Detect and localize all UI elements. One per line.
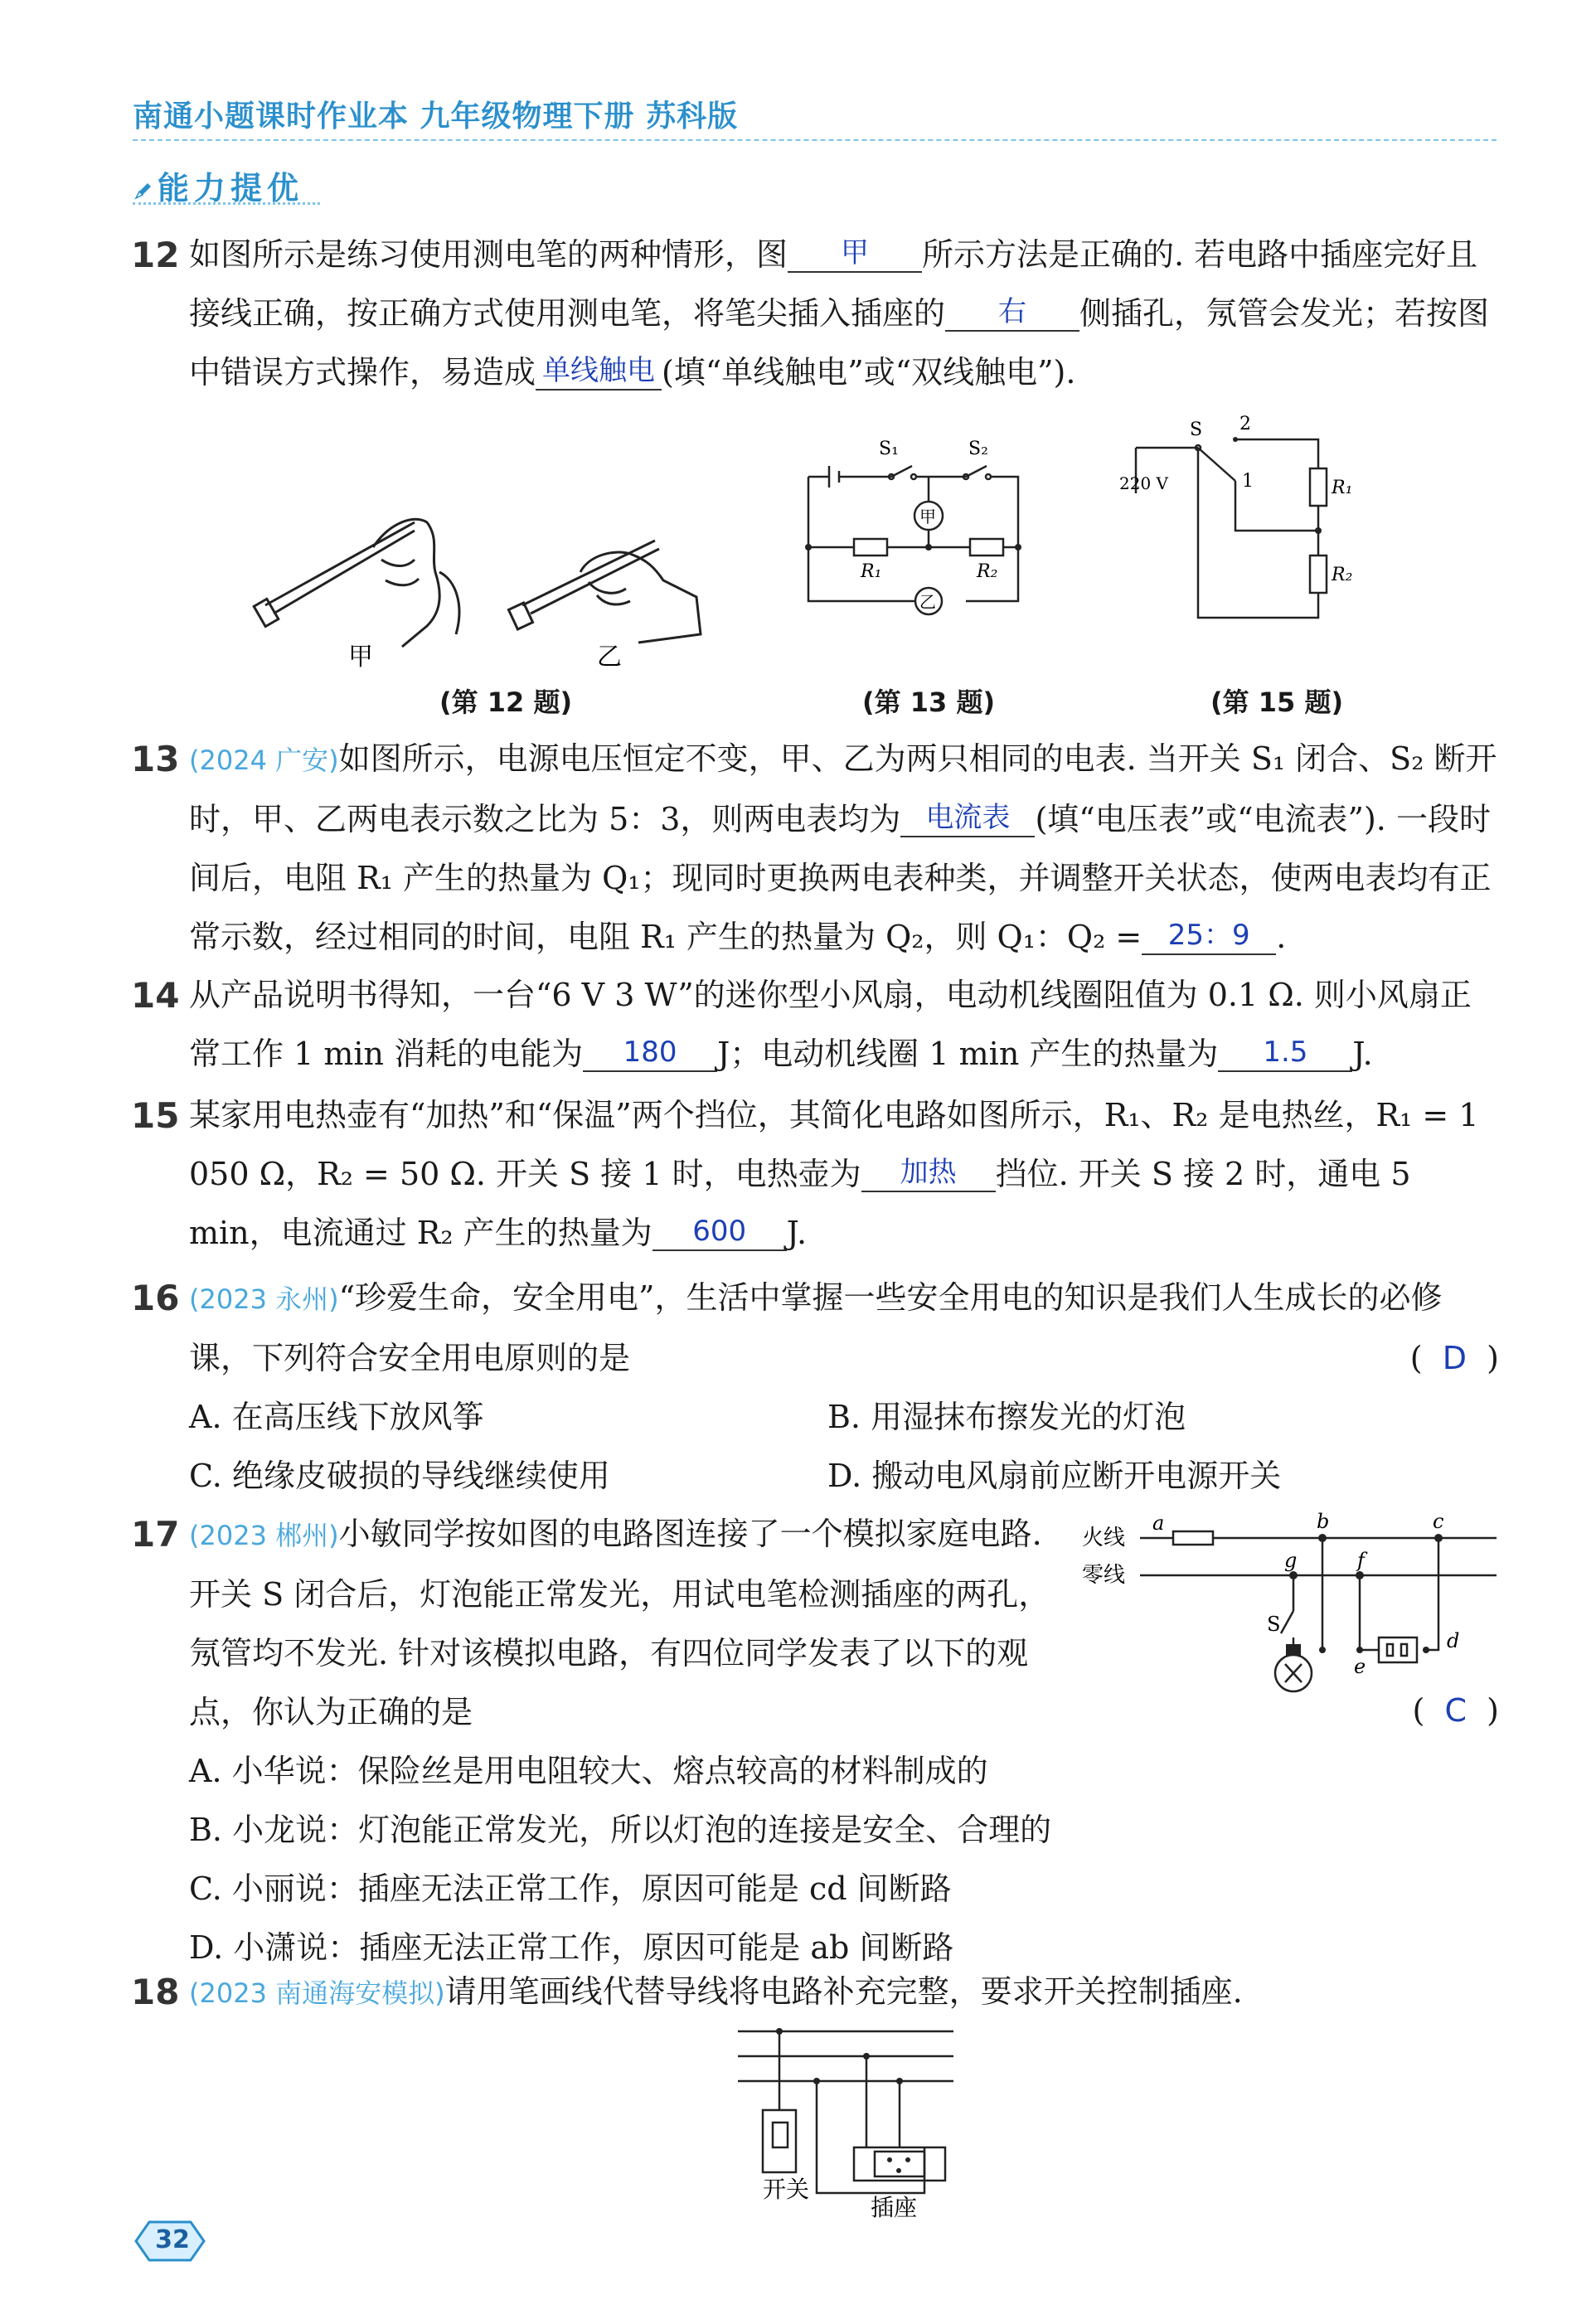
figure-12-test-pen [249, 489, 713, 680]
q17-options [189, 1742, 1499, 1977]
fig13-caption: (第 13 题) [862, 687, 996, 718]
option-b[interactable]: B. 用湿抹布擦发光的灯泡 [827, 1399, 1186, 1435]
fig13-meter-b: 乙 [919, 592, 936, 612]
question-18 [131, 1963, 1499, 2023]
q13-source: (2024 广安) [189, 745, 339, 776]
q14-answer-2[interactable]: 1.5 [1218, 1034, 1352, 1072]
q16-answer-paren: ( D ) [1409, 1340, 1499, 1376]
book-header: 南通小题课时作业本 九年级物理下册 苏科版 [133, 99, 739, 133]
question-number: 16 [131, 1278, 180, 1318]
q13-text-3: . [1276, 919, 1287, 955]
q15-text-1: 某家用电热壶有“加热”和“保温”两个挡位，其简化电路如图所示，R₁、R₂ 是电热丝，R₁ = 1 050 Ω，R₂ = 50 Ω. 开关 S 接 1 时，电热壶为 [189, 1097, 1479, 1192]
q15-answer-1[interactable]: 加热 [861, 1154, 996, 1192]
fig17-neutral-wire: 零线 [1082, 1563, 1126, 1588]
header-divider [133, 139, 1497, 141]
question-13 [131, 730, 1499, 967]
fig15-r2: R₂ [1332, 565, 1353, 585]
fig13-s1: S₁ [879, 439, 899, 459]
section-title-text: 能力提优 [158, 170, 304, 206]
q13-text-1: 如图所示，电源电压恒定不变，甲、乙为两只相同的电表. 当开关 S₁ 闭合、S₂ 断开时，甲、乙两电表示数之比为 5：3，则两电表均为 [189, 740, 1497, 837]
q12-answer-3[interactable]: 单线触电 [536, 352, 662, 391]
fig15-pin-1: 1 [1242, 471, 1254, 492]
fig17-label-b: b [1317, 1510, 1330, 1533]
option-b[interactable]: B. 小龙说：灯泡能正常发光，所以灯泡的连接是安全、合理的 [189, 1812, 1052, 1848]
fig12-label-a: 甲 [348, 643, 373, 672]
q12-text-2: 所示方法是正确的. 若电路中插座完好且接线正确，按正确方式使用测电笔，将笔尖插入插座的 [189, 236, 1478, 332]
fig15-voltage: 220 V [1119, 473, 1168, 493]
q12-text-4: (填“单线触电”或“双线触电”). [662, 354, 1076, 391]
q14-answer-1[interactable]: 180 [583, 1034, 717, 1072]
question-number: 12 [131, 235, 180, 275]
fig12-caption: (第 12 题) [439, 687, 573, 718]
q15-text-3: J. [786, 1215, 808, 1251]
question-number: 15 [131, 1095, 180, 1136]
q12-text-3: 侧插孔，氖管会发光；若按图中错误方式操作，易造成 [189, 295, 1490, 391]
option-c[interactable]: C. 绝缘皮破损的导线继续使用 [189, 1458, 610, 1494]
q12-answer-2[interactable]: 右 [945, 294, 1079, 332]
section-underline [133, 202, 320, 205]
option-a[interactable]: A. 在高压线下放风筝 [189, 1399, 484, 1435]
fig15-caption: (第 15 题) [1210, 687, 1344, 718]
question-number: 13 [131, 739, 180, 779]
question-12 [131, 226, 1499, 402]
q12-text-1: 如图所示是练习使用测电笔的两种情形，图 [189, 236, 788, 273]
fig13-s2: S₂ [968, 439, 988, 459]
fig17-label-g: g [1284, 1549, 1298, 1572]
fig17-label-c: c [1433, 1510, 1444, 1533]
q17-text-1: 小敏同学按如图的电路图连接了一个模拟家庭电路. 开关 S 闭合后，灯泡能正常发光，用试电笔检测插座的两孔，氖管均不发光. 针对该模拟电路，有四位同学发表了以下的观点，你认为正确的是 [189, 1516, 1050, 1730]
question-number: 18 [131, 1972, 180, 2012]
option-d[interactable]: D. 小潇说：插座无法正常工作，原因可能是 ab 间断路 [189, 1929, 954, 1966]
q12-answer-1[interactable]: 甲 [788, 235, 922, 273]
q16-answer[interactable]: D [1442, 1340, 1467, 1376]
option-c[interactable]: C. 小丽说：插座无法正常工作，原因可能是 cd 间断路 [189, 1870, 952, 1907]
question-15 [131, 1086, 1499, 1263]
fig17-label-d: d [1447, 1629, 1460, 1652]
fig15-r1: R₁ [1332, 478, 1353, 498]
question-14 [131, 966, 1499, 1084]
figure-18-wiring [730, 2023, 962, 2222]
q14-text-1: 从产品说明书得知，一台“6 V 3 W”的迷你型小风扇，电动机线圈阻值为 0.1 Ω. 则小风扇正常工作 1 min 消耗的电能为 [189, 977, 1472, 1072]
fig18-switch-label: 开关 [763, 2176, 810, 2203]
q13-answer-1[interactable]: 电流表 [900, 799, 1035, 837]
question-16 [131, 1269, 1499, 1506]
fig17-label-a: a [1152, 1511, 1165, 1535]
figure-13-circuit [796, 431, 1036, 622]
figure-15-circuit [1119, 415, 1368, 630]
page-number-badge [133, 2219, 207, 2263]
option-d[interactable]: D. 搬动电风扇前应断开电源开关 [827, 1458, 1282, 1494]
fig18-socket-label: 插座 [871, 2194, 918, 2221]
q14-text-2: J；电动机线圈 1 min 产生的热量为 [717, 1036, 1219, 1072]
q13-text-2: (填“电压表”或“电流表”). 一段时间后，电阻 R₁ 产生的热量为 Q₁；现同时更换两电表种类，并调整开关状态，使两电表均有正常示数，经过相同的时间，电阻 R₁ 产生的热量为 Q₂，则 Q₁：Q₂ = [189, 801, 1492, 955]
pencil-icon [133, 180, 154, 201]
figure-17-home-circuit [1074, 1505, 1505, 1696]
fig17-label-e: e [1354, 1655, 1366, 1678]
q15-answer-2[interactable]: 600 [652, 1213, 787, 1251]
question-number: 14 [131, 975, 180, 1016]
fig13-r1: R₁ [861, 561, 882, 582]
question-number: 17 [131, 1514, 180, 1555]
q14-text-3: J. [1352, 1036, 1373, 1072]
q13-answer-2[interactable]: 25：9 [1142, 917, 1276, 955]
q16-source: (2023 永州) [189, 1283, 339, 1315]
q17-answer[interactable]: C [1444, 1692, 1467, 1729]
q17-answer-paren: ( C ) [1412, 1692, 1499, 1729]
fig15-pin-2: 2 [1239, 415, 1251, 434]
fig17-label-s: S [1267, 1613, 1281, 1636]
q17-source: (2023 郴州) [189, 1520, 339, 1551]
fig13-r2: R₂ [977, 561, 998, 582]
fig17-live-wire: 火线 [1082, 1526, 1126, 1550]
fig13-meter-a: 甲 [919, 507, 936, 526]
q18-text-1: 请用笔画线代替导线将电路补充完整，要求开关控制插座. [444, 1973, 1243, 2010]
q16-options [189, 1388, 1499, 1506]
option-a[interactable]: A. 小华说：保险丝是用电阻较大、熔点较高的材料制成的 [189, 1753, 988, 1789]
fig17-label-f: f [1357, 1549, 1365, 1572]
q16-text-1: “珍爱生命，安全用电”，生活中掌握一些安全用电的知识是我们人生成长的必修课，下列符合安全用电原则的是 [189, 1279, 1443, 1376]
section-title [133, 163, 303, 208]
q18-source: (2023 南通海安模拟) [189, 1977, 445, 2009]
q15-text-2: 挡位. 开关 S 接 2 时，通电 5 min，电流通过 R₂ 产生的热量为 [189, 1156, 1411, 1251]
fig12-label-b: 乙 [597, 643, 622, 672]
fig15-switch-label: S [1190, 420, 1203, 440]
page-number: 32 [155, 2225, 190, 2254]
